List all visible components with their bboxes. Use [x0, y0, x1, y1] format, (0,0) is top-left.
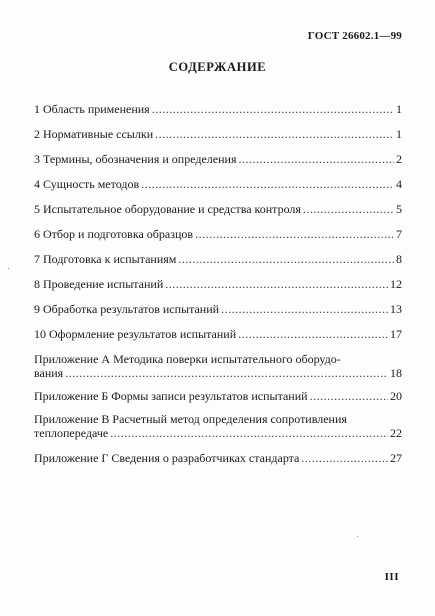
toc-leader-dots: [195, 227, 394, 241]
toc-entry-page: 12: [390, 277, 402, 291]
toc-entry: [34, 451, 402, 465]
toc-leader-dots: [110, 426, 388, 440]
toc-leader-dots: [301, 451, 388, 465]
toc-entry: [34, 227, 402, 241]
toc-entry: [34, 302, 402, 316]
toc-entry: [34, 102, 402, 116]
toc-leader-dots: [303, 202, 394, 216]
toc-entry-title: теплопередаче: [34, 426, 109, 440]
toc-entry-page: 2: [396, 152, 402, 166]
scan-speck: [357, 536, 358, 537]
toc-leader-dots: [152, 102, 394, 116]
toc-entry-title: Приложение Б Формы записи результатов испытаний: [34, 389, 308, 403]
toc-entry-title: 2 Нормативные ссылки: [34, 127, 154, 141]
page-number: III: [384, 571, 399, 583]
toc-entry-title: 10 Оформление результатов испытаний: [34, 327, 237, 341]
toc-leader-dots: [238, 152, 394, 166]
toc-entry-page: 4: [396, 177, 402, 191]
toc-entry: [34, 252, 402, 266]
toc-entry: [34, 389, 402, 403]
toc-leader-dots: [165, 277, 388, 291]
toc-entry-title: 6 Отбор и подготовка образцов: [34, 227, 194, 241]
toc-entry-title: 1 Область применения: [34, 102, 150, 116]
toc-entry-title: 9 Обработка результатов испытаний: [34, 302, 220, 316]
toc-entry: [34, 277, 402, 291]
toc-entry-page: 17: [390, 327, 402, 341]
toc-entry-title-line1: Приложение В Расчетный метод определения сопротивления: [34, 412, 347, 426]
toc-leader-dots: [310, 389, 388, 403]
toc-entry: [34, 412, 402, 440]
toc-entry-title: 3 Термины, обозначения и определения: [34, 152, 237, 166]
toc-entry: [34, 327, 402, 341]
toc-entry-page: 18: [390, 366, 402, 380]
scan-speck: [8, 268, 9, 269]
toc-entry-title: 8 Проведение испытаний: [34, 277, 164, 291]
document-code: ГОСТ 26602.1—99: [307, 30, 402, 42]
toc-leader-dots: [238, 327, 388, 341]
toc-leader-dots: [141, 177, 394, 191]
toc-entry-page: 22: [390, 426, 402, 440]
toc-leader-dots: [178, 252, 394, 266]
toc-entry: [34, 202, 402, 216]
table-of-contents: [34, 102, 402, 465]
toc-leader-dots: [155, 127, 394, 141]
toc-entry-title: Приложение Г Сведения о разработчиках стандарта: [34, 451, 300, 465]
toc-entry-page: 5: [396, 202, 402, 216]
toc-entry-title: 5 Испытательное оборудование и средства контроля: [34, 202, 301, 216]
toc-entry-page: 13: [390, 302, 402, 316]
toc-entry-page: 1: [396, 127, 402, 141]
toc-entry: [34, 352, 402, 380]
toc-entry-page: 1: [396, 102, 402, 116]
toc-entry: [34, 152, 402, 166]
toc-entry-page: 8: [396, 252, 402, 266]
toc-leader-dots: [221, 302, 388, 316]
toc-leader-dots: [65, 366, 388, 380]
toc-entry-title: вания: [34, 366, 64, 380]
toc-entry-title: 7 Подготовка к испытаниям: [34, 252, 177, 266]
toc-entry-page: 7: [396, 227, 402, 241]
toc-entry-page: 20: [390, 389, 402, 403]
toc-entry-page: 27: [390, 451, 402, 465]
toc-entry: [34, 127, 402, 141]
page-title: СОДЕРЖАНИЕ: [168, 60, 267, 74]
toc-entry-title-line1: Приложение А Методика поверки испытательного оборудо-: [34, 352, 341, 366]
toc-entry-title: 4 Сущность методов: [34, 177, 140, 191]
toc-entry: [34, 177, 402, 191]
